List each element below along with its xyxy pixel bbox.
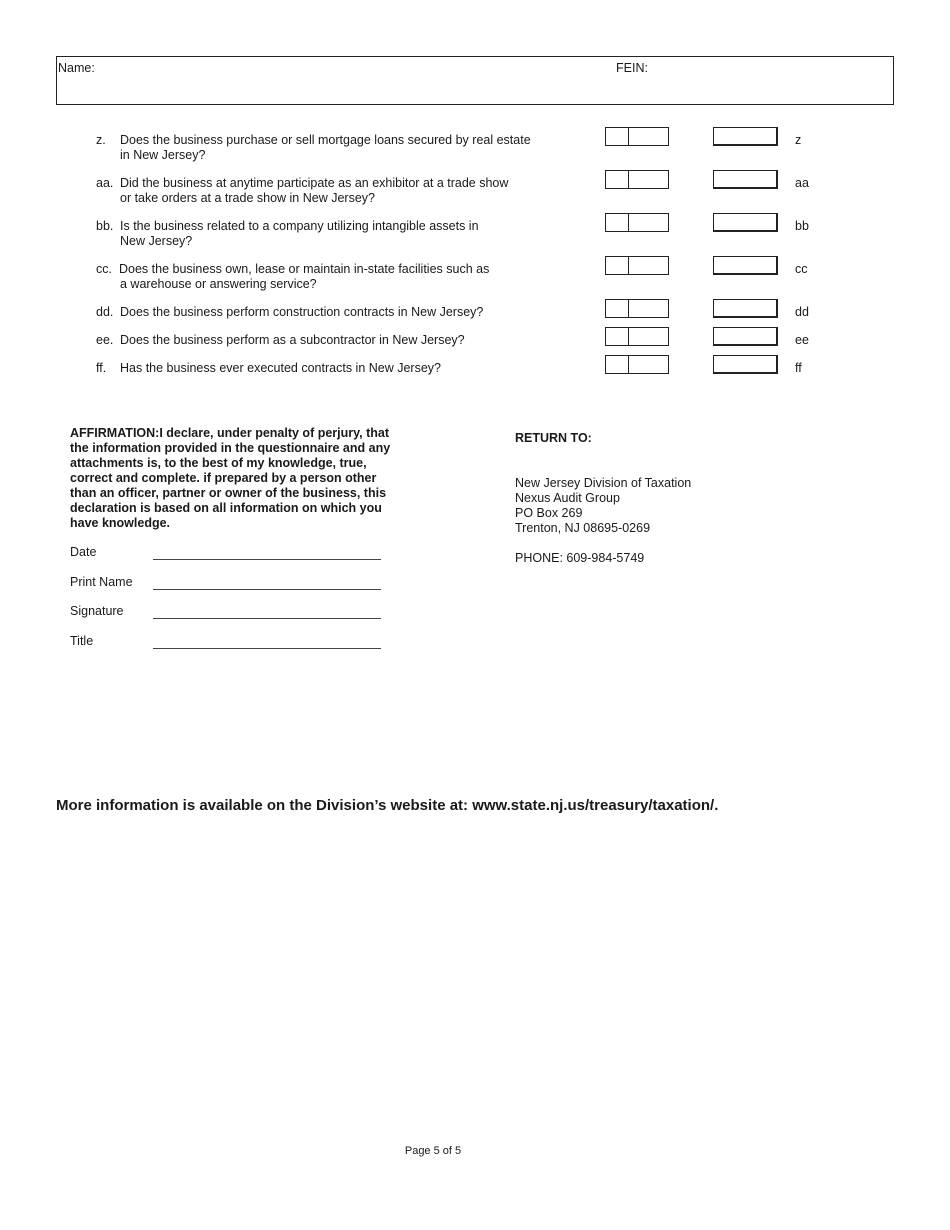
question-code: ff — [795, 361, 802, 375]
question-line2: in New Jersey? — [120, 148, 206, 162]
yes-no-boxes[interactable] — [605, 256, 669, 275]
yes-no-boxes[interactable] — [605, 355, 669, 374]
answer-box[interactable] — [713, 170, 778, 189]
question-line1: Does the business perform as a subcontractor in New Jersey? — [120, 333, 465, 347]
question-line1: Has the business ever executed contracts in New Jersey? — [120, 361, 441, 375]
date-label: Date — [70, 545, 97, 559]
phone-number: PHONE: 609-984-5749 — [515, 551, 645, 565]
yes-box[interactable] — [606, 128, 629, 145]
yes-box[interactable] — [606, 300, 629, 317]
question-code: bb — [795, 219, 809, 233]
print-name-label: Print Name — [70, 575, 133, 589]
answer-box[interactable] — [713, 355, 778, 374]
question-line1: Does the business perform construction contracts in New Jersey? — [120, 305, 484, 319]
question-text — [120, 133, 560, 163]
question-letter: dd. — [96, 305, 114, 319]
yes-no-boxes[interactable] — [605, 213, 669, 232]
answer-box[interactable] — [713, 299, 778, 318]
answer-box[interactable] — [713, 127, 778, 146]
question-letter: ee. — [96, 333, 114, 347]
affirmation-text: AFFIRMATION:I declare, under penalty of perjury, that the information provided in the questionnaire and any attachments is, to the best of my knowledge, true, correct and complete. if prepared by a person other than an officer, partner or owner of the business, this declaration is based on all information on which you have knowledge. — [70, 426, 391, 530]
yes-box[interactable] — [606, 328, 629, 345]
no-box[interactable] — [629, 171, 668, 188]
question-text — [120, 305, 560, 320]
question-line1: Did the business at anytime participate as an exhibitor at a trade show — [120, 176, 509, 190]
print-name-line[interactable] — [153, 575, 381, 590]
yes-box[interactable] — [606, 356, 629, 373]
no-box[interactable] — [629, 128, 668, 145]
no-box[interactable] — [629, 214, 668, 231]
question-code: ee — [795, 333, 809, 347]
no-box[interactable] — [629, 300, 668, 317]
no-box[interactable] — [629, 356, 668, 373]
page-number: Page 5 of 5 — [404, 1145, 462, 1157]
question-line2: New Jersey? — [120, 234, 193, 248]
question-letter: aa. — [96, 176, 114, 190]
question-code: aa — [795, 176, 809, 190]
question-text — [119, 262, 559, 292]
question-line1: Does the business purchase or sell mortgage loans secured by real estate — [120, 133, 531, 147]
question-line1: Is the business related to a company utilizing intangible assets in — [120, 219, 479, 233]
question-letter: ff. — [96, 361, 107, 375]
question-line2: or take orders at a trade show in New Jersey? — [120, 191, 375, 205]
question-line1: Does the business own, lease or maintain in-state facilities such as — [119, 262, 490, 276]
return-to-title: RETURN TO: — [515, 431, 592, 445]
question-text — [120, 219, 560, 249]
yes-box[interactable] — [606, 257, 629, 274]
yes-no-boxes[interactable] — [605, 299, 669, 318]
question-code: cc — [795, 262, 808, 276]
title-line[interactable] — [153, 634, 381, 649]
answer-box[interactable] — [713, 327, 778, 346]
yes-no-boxes[interactable] — [605, 127, 669, 146]
yes-no-boxes[interactable] — [605, 170, 669, 189]
fein-label: FEIN: — [616, 61, 648, 75]
fein-input[interactable] — [617, 75, 891, 99]
no-box[interactable] — [629, 328, 668, 345]
question-text — [120, 176, 560, 206]
address-line: Nexus Audit Group — [515, 491, 620, 505]
question-letter: z. — [96, 133, 106, 147]
address-line: New Jersey Division of Taxation — [515, 476, 692, 490]
answer-box[interactable] — [713, 256, 778, 275]
question-line2: a warehouse or answering service? — [120, 277, 317, 291]
question-letter: cc. — [96, 262, 112, 276]
address-line: Trenton, NJ 08695-0269 — [515, 521, 651, 535]
answer-box[interactable] — [713, 213, 778, 232]
signature-line[interactable] — [153, 604, 381, 619]
name-input[interactable] — [59, 75, 603, 99]
more-info-text: More information is available on the Division’s website at: www.state.nj.us/treasury/taxation/. — [56, 797, 719, 814]
signature-label: Signature — [70, 604, 124, 618]
no-box[interactable] — [629, 257, 668, 274]
header-box — [56, 56, 894, 105]
return-address — [515, 476, 691, 536]
question-letter: bb. — [96, 219, 114, 233]
name-label: Name: — [58, 61, 95, 75]
title-label: Title — [70, 634, 94, 648]
question-text — [120, 333, 560, 348]
question-text — [120, 361, 560, 376]
address-line: PO Box 269 — [515, 506, 583, 520]
question-code: dd — [795, 305, 809, 319]
yes-box[interactable] — [606, 214, 629, 231]
question-code: z — [795, 133, 802, 147]
yes-box[interactable] — [606, 171, 629, 188]
date-line[interactable] — [153, 545, 381, 560]
yes-no-boxes[interactable] — [605, 327, 669, 346]
